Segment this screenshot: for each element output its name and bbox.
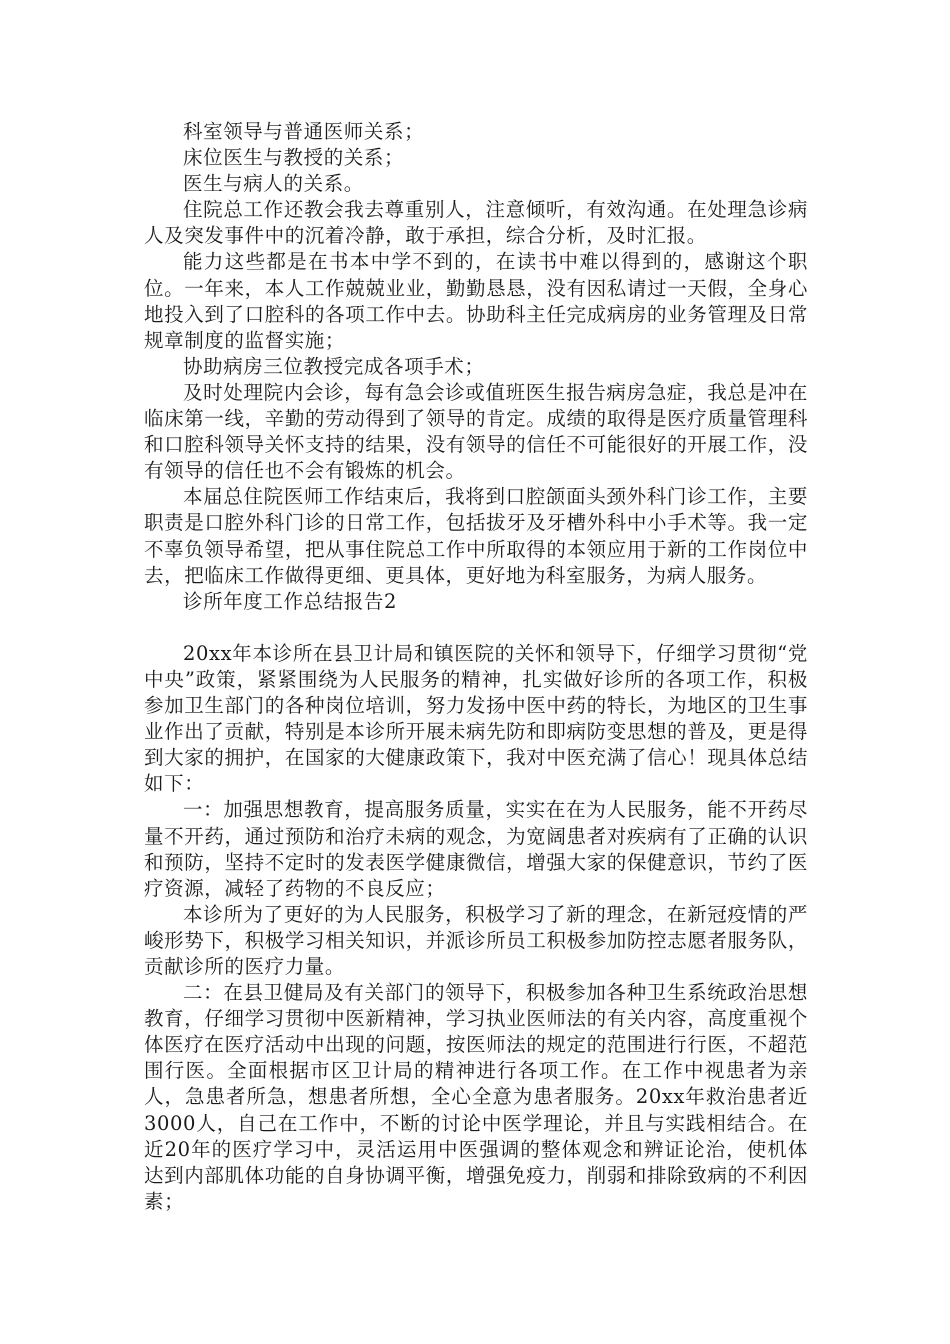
paragraph: 科室领导与普通医师关系； [183, 120, 425, 143]
document-body [144, 119, 808, 1215]
paragraph: 一：加强思想教育，提高服务质量，实实在在为人民服务，能不开药尽量不开药，通过预防和治疗未病的观念，为宽阔患者对疾病有了正确的认识和预防，坚持不定时的发表医学健康微信，增强大家的保健意识，节约了医疗资源，减轻了药物的不良反应； [144, 798, 808, 900]
paragraph: 20xx年本诊所在县卫计局和镇医院的关怀和领导下，仔细学习贯彻“党中央”政策，紧紧围绕为人民服务的精神，扎实做好诊所的各项工作，积极参加卫生部门的各种岗位培训，努力发扬中医中药的特长，为地区的卫生事业作出了贡献，特别是本诊所开展未病先防和即病防变思想的普及，更是得到大家的拥护，在国家的大健康政策下，我对中医充满了信心！现具体总结如下： [144, 641, 808, 796]
paragraph: 住院总工作还教会我去尊重别人，注意倾听，有效沟通。在处理急诊病人及突发事件中的沉着冷静，敢于承担，综合分析，及时汇报。 [144, 198, 808, 248]
paragraph: 二：在县卫健局及有关部门的领导下，积极参加各种卫生系统政治思想教育，仔细学习贯彻中医新精神，学习执业医师法的有关内容，高度重视个体医疗在医疗活动中出现的问题，按医师法的规定的范围进行行医，不超范围行医。全面根据市区卫计局的精神进行各项工作。在工作中视患者为亲人，急患者所急，想患者所想，全心全意为患者服务。20xx年救治患者近3000人，自己在工作中，不断的讨论中医学理论，并且与实践相结合。在近20年的医疗学习中，灵活运用中医强调的整体观念和辨证论治，使机体达到内部肌体功能的自身协调平衡，增强免疫力，削弱和排除致病的不利因素； [144, 981, 808, 1213]
paragraph: 床位医生与教授的关系； [183, 146, 405, 170]
paragraph: 医生与病人的关系。 [183, 172, 364, 196]
paragraph: 本诊所为了更好的为人民服务，积极学习了新的理念，在新冠疫情的严峻形势下，积极学习相关知识，并派诊所员工积极参加防控志愿者服务队，贡献诊所的医疗力量。 [144, 902, 808, 978]
paragraph: 能力这些都是在书本中学不到的，在读书中难以得到的，感谢这个职位。一年来，本人工作兢兢业业，勤勤恳恳，没有因私请过一天假，全身心地投入到了口腔科的各项工作中去。协助科主任完成病房的业务管理及日常规章制度的监督实施； [144, 250, 808, 352]
section-title: 诊所年度工作总结报告2 [183, 589, 398, 613]
paragraph: 及时处理院内会诊，每有急会诊或值班医生报告病房急症，我总是冲在临床第一线，辛勤的劳动得到了领导的肯定。成绩的取得是医疗质量管理科和口腔科领导关怀支持的结果，没有领导的信任不可能很好的开展工作，没有领导的信任也不会有锻炼的机会。 [144, 380, 808, 483]
blank-line [144, 615, 808, 641]
paragraph: 本届总住院医师工作结束后，我将到口腔颌面头颈外科门诊工作，主要职责是口腔外科门诊的日常工作，包括拔牙及牙槽外科中小手术等。我一定不辜负领导希望，把从事住院总工作中所取得的本领应用于新的工作岗位中去，把临床工作做得更细、更具体，更好地为科室服务，为病人服务。 [144, 485, 808, 587]
paragraph: 协助病房三位教授完成各项手术； [183, 354, 485, 378]
